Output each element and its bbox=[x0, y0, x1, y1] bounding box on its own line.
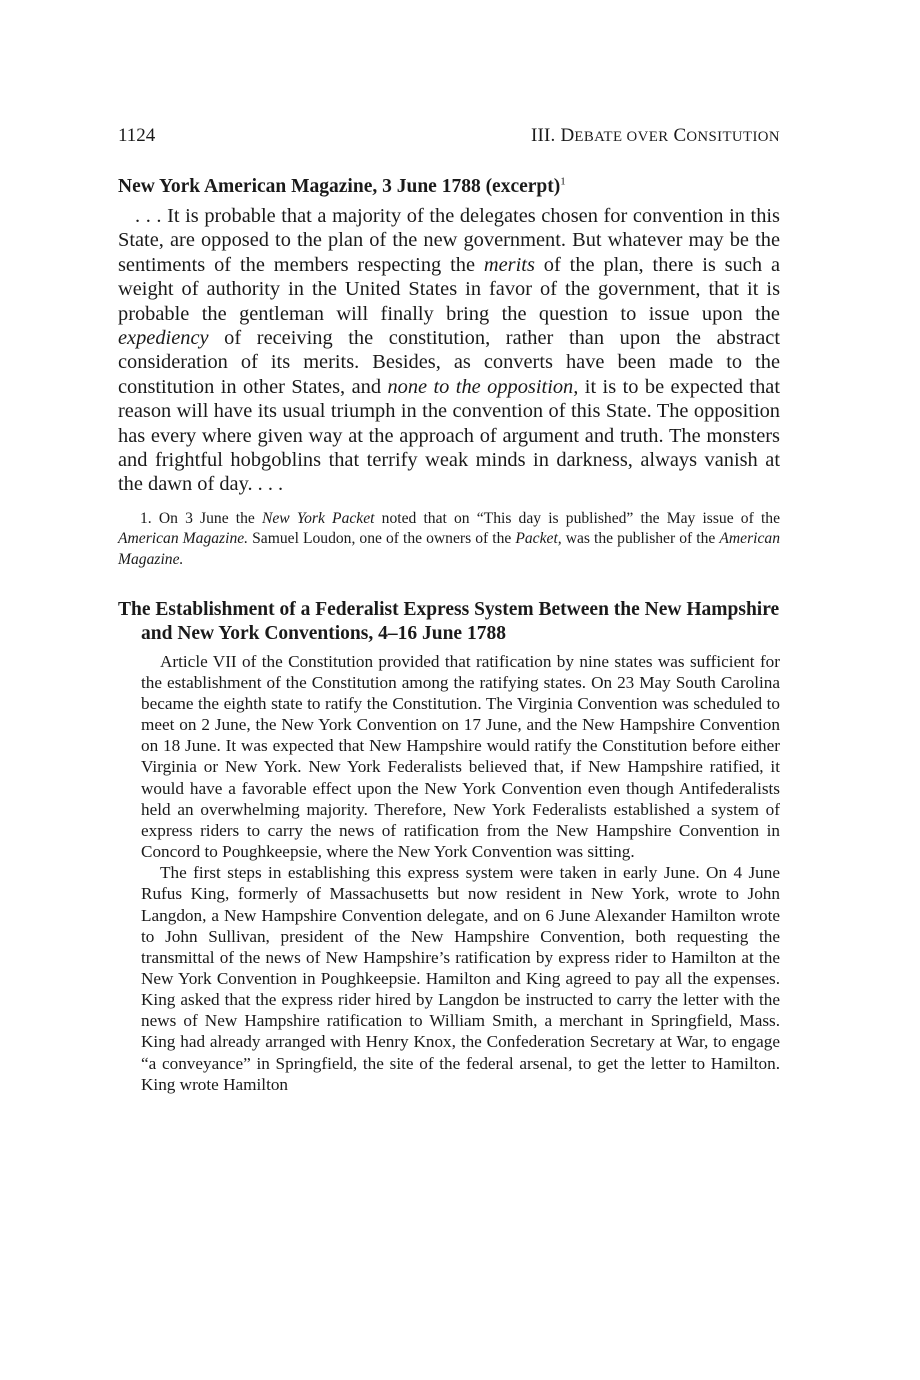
section-title bbox=[531, 118, 780, 155]
document-body-part-4: it is to be expected that reason will have its usual triumph in the convention of this State. The opposition has every where given way at the approach of argument and truth. The monsters and frightful hobgoblins that terrify weak minds in darkness, always vanish at the dawn of day. . . . bbox=[118, 375, 781, 496]
emphasis-merits: merits bbox=[483, 253, 535, 276]
footnote-emphasis-2: American Magazine. bbox=[118, 530, 249, 548]
footnote-emphasis-4: American Magazine. bbox=[118, 530, 780, 569]
running-head bbox=[118, 118, 780, 155]
footnote-part-3: Samuel Loudon, one of the owners of the bbox=[248, 530, 516, 548]
footnote bbox=[118, 509, 780, 571]
footnote-part-2: noted that on “This day is published” the May issue of the bbox=[374, 509, 780, 527]
section-title-small-2: ONSITUTION bbox=[686, 129, 780, 145]
section-title-initial-2: C bbox=[673, 125, 687, 146]
document-body bbox=[118, 204, 780, 497]
footnote-part-1: 1. On 3 June the bbox=[140, 509, 262, 527]
essay-paragraph-2: The first steps in establishing this express system were taken in early June. On 4 June Rufus King, formerly of Massachusetts but now resident in New York, wrote to John Langdon, a New Hampshire Convention delegate, and on 6 June Alexander Hamilton wrote to John Sullivan, president of the New Hampshire Convention, both requesting the transmittal of the news of New Hampshire’s ratification by express rider to Hamilton at the New York Convention in Poughkeepsie. Hamilton and King agreed to pay all the expenses. King asked that the express rider hired by Langdon be instructed to carry the letter with the news of New Hampshire ratification to William Smith, a merchant in Springfield, Mass. King had already arranged with Henry Knox, the Confederation Secretary at War, to engage “a conveyance” in Springfield, the site of the federal arsenal, to get the letter to Hamilton. King wrote Hamilton bbox=[141, 863, 780, 1094]
footnote-emphasis-1: New York Packet bbox=[261, 509, 375, 527]
document-body-part-1: . . . It is probable that a majority of the delegates chosen for convention in this State, are opposed to the plan of the new government. But whatever may be the sentiments of the members respecting the bbox=[118, 205, 780, 276]
essay-title: The Establishment of a Federalist Express System Between the New Hampshire and New York Conventions, 4–16 June 1788 bbox=[118, 598, 780, 645]
document-body-part-3: of receiving the constitution, rather than upon the abstract consideration of its merits. Besides, as converts have been made to the constitution in other States, and bbox=[118, 327, 780, 398]
emphasis-expediency: expediency bbox=[118, 327, 209, 350]
page bbox=[118, 118, 780, 1095]
document-title bbox=[118, 175, 780, 199]
section-title-prefix: III. D bbox=[530, 125, 575, 146]
footnote-emphasis-3: Packet, bbox=[515, 530, 562, 548]
page-number: 1124 bbox=[118, 125, 156, 146]
essay-paragraph-1: Article VII of the Constitution provided that ratification by nine states was sufficient for the establishment of the Constitution among the ratifying states. On 23 May South Carolina became the eighth state to ratify the Constitution. The Virginia Convention was scheduled to meet on 2 June, the New York Convention on 17 June, and the New Hampshire Convention on 18 June. It was expected that New Hampshire would ratify the Constitution before either Virginia or New York. New York Federalists believed that, if New Hampshire ratified, it would have a favorable effect upon the New York Convention even though Antifederalists held an overwhelming majority. Therefore, New York Federalists established a system of express riders to carry the news of ratification from the New Hampshire Convention in Concord to Poughkeepsie, where the New York Convention was sitting. bbox=[141, 651, 780, 862]
footnote-marker: 1 bbox=[560, 175, 566, 188]
footnote-part-4: was the publisher of the bbox=[561, 530, 720, 548]
document-body-part-2: of the plan, there is such a weight of authority in the United States in favor of the government, that it is probable the gentleman will finally bring the question to issue upon the bbox=[118, 253, 780, 325]
document-title-text: New York American Magazine, 3 June 1788 (excerpt) bbox=[118, 176, 561, 197]
section-title-small-1: EBATE OVER bbox=[574, 129, 669, 145]
emphasis-none-to-the-opposition: none to the opposition, bbox=[387, 375, 579, 398]
